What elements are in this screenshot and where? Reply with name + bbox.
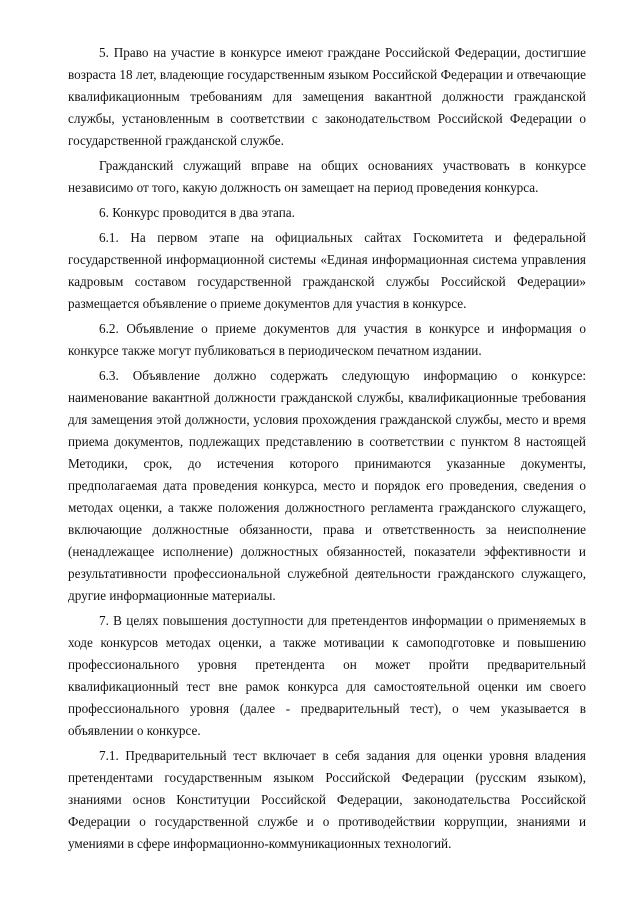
document-body	[68, 42, 586, 855]
paragraph-7: 7. В целях повышения доступности для претендентов информации о применяемых в ходе конкурсов методах оценки, а также мотивации к самоподготовке и повышению профессионального уровня претендента он может пройти предварительный квалификационный тест вне рамок конкурса для самостоятельной оценки им своего профессионального уровня (далее - предварительный тест), о чем указывается в объявлении о конкурсе.	[68, 613, 586, 738]
paragraph-6-3: 6.3. Объявление должно содержать следующую информацию о конкурсе: наименование вакантной должности гражданской службы, квалификационные требования для замещения этой должности, условия прохождения гражданской службы, место и время приема документов, подлежащих представлению в соответствии с пунктом 8 настоящей Методики, срок, до истечения которого принимаются указанные документы, предполагаемая дата проведения конкурса, место и порядок его проведения, сведения о методах оценки, а также положения должностного регламента гражданского служащего, включающие должностные обязанности, права и ответственность за неисполнение (ненадлежащее исполнение) должностных обязанностей, показатели эффективности и результативности профессиональной служебной деятельности гражданского служащего, другие информационные материалы.	[68, 368, 586, 603]
paragraph-6-2: 6.2. Объявление о приеме документов для участия в конкурсе и информация о конкурсе также могут публиковаться в периодическом печатном издании.	[68, 321, 586, 358]
paragraph-5-note: Гражданский служащий вправе на общих основаниях участвовать в конкурсе независимо от того, какую должность он замещает на период проведения конкурса.	[68, 158, 586, 195]
paragraph-6-1: 6.1. На первом этапе на официальных сайтах Госкомитета и федеральной государственной информационной системы «Единая информационная система управления кадровым составом государственной гражданской службы Российской Федерации» размещается объявление о приеме документов для участия в конкурсе.	[68, 230, 586, 311]
paragraph-7-1: 7.1. Предварительный тест включает в себя задания для оценки уровня владения претендентами государственным языком Российской Федерации (русским языком), знаниями основ Конституции Российской Федерации, законодательства Российской Федерации о государственной службе и о противодействии коррупции, знаниями и умениями в сфере информационно-коммуникационных технологий.	[68, 748, 586, 851]
paragraph-5: 5. Право на участие в конкурсе имеют граждане Российской Федерации, достигшие возраста 18 лет, владеющие государственным языком Российской Федерации и отвечающие квалификационным требованиям для замещения вакантной должности гражданской службы, установленным в соответствии с законодательством Российской Федерации о государственной гражданской службе.	[68, 45, 586, 148]
paragraph-6: 6. Конкурс проводится в два этапа.	[99, 205, 295, 220]
